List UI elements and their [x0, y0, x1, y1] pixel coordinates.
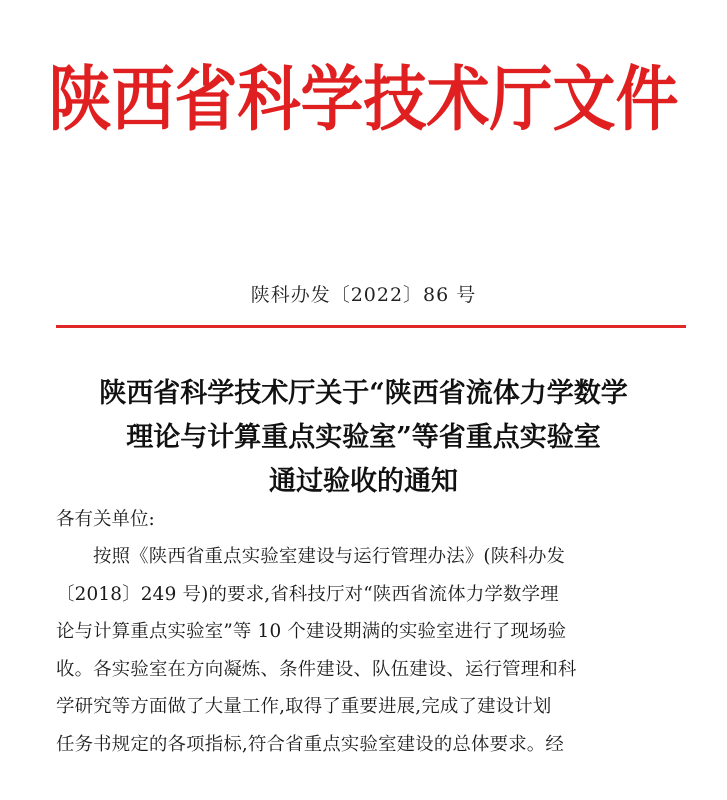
body-line: 按照《陕西省重点实验室建设与运行管理办法》(陕科办发 — [93, 546, 566, 567]
notice-title — [30, 372, 697, 504]
document-number: 陕科办发〔2022〕86 号 — [250, 284, 477, 306]
body-line: 〔2018〕249 号)的要求,省科技厅对“陕西省流体力学数学理 — [56, 583, 559, 605]
notice-title-line: 陕西省科学技术厅关于“陕西省流体力学数学 — [99, 378, 628, 409]
notice-title-line: 通过验收的通知 — [269, 466, 458, 497]
body-line: 任务书规定的各项指标,符合省重点实验室建设的总体要求。经 — [56, 733, 564, 755]
red-divider-line — [56, 325, 686, 328]
body-line: 学研究等方面做了大量工作,取得了重要进展,完成了建设计划 — [56, 696, 552, 718]
body-line: 论与计算重点实验室”等 10 个建设期满的实验室进行了现场验 — [56, 621, 567, 643]
body-line: 收。各实验室在方向凝炼、条件建设、队伍建设、运行管理和科 — [56, 658, 577, 680]
masthead-title: 陕西省科学技术厅文件 — [48, 57, 679, 141]
notice-title-line: 理论与计算重点实验室”等省重点实验室 — [126, 422, 601, 453]
salutation: 各有关单位: — [56, 509, 155, 530]
body-paragraph — [56, 538, 690, 764]
